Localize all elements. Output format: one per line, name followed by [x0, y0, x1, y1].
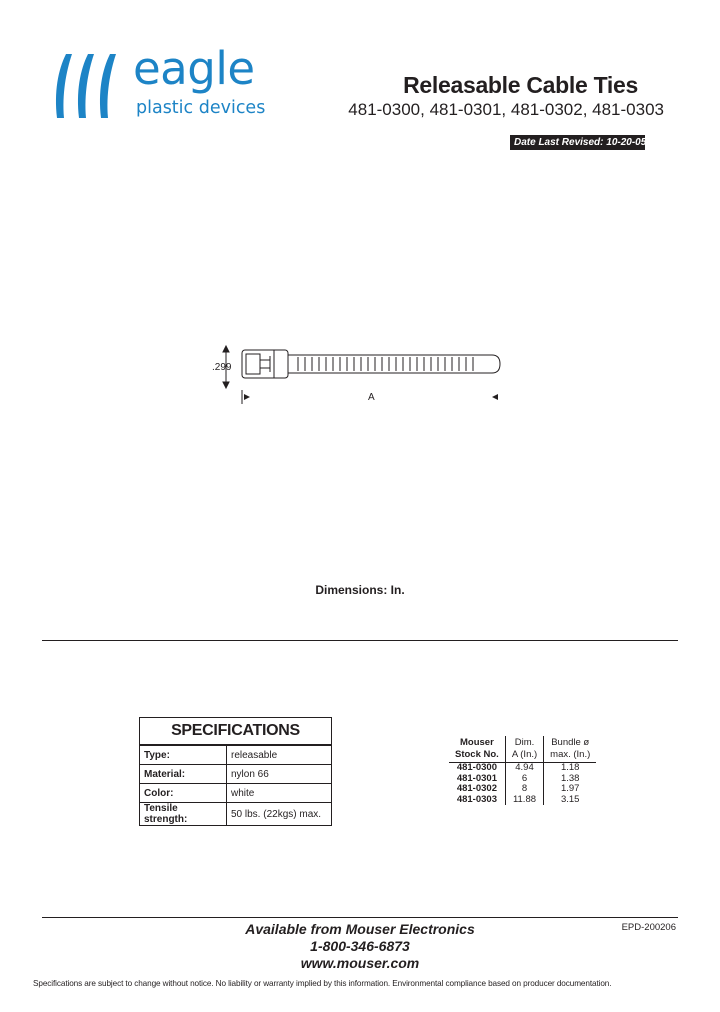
length-arrow-right — [492, 394, 498, 400]
length-label: A — [368, 392, 375, 403]
table-row — [449, 763, 596, 774]
header-line: Dim. — [514, 737, 535, 748]
specifications-table — [139, 717, 332, 826]
disclaimer: Specifications are subject to change without notice. No liability or warranty implied by this information. Environmental compliance based on producer documentation. — [33, 979, 612, 988]
bundle-max: 1.18 — [544, 763, 597, 774]
spec-value: white — [227, 784, 332, 803]
phone-number: 1-800-346-6873 — [310, 938, 410, 954]
spec-value: releasable — [227, 745, 332, 765]
part-numbers: 481-0300, 481-0301, 481-0302, 481-0303 — [348, 100, 664, 119]
bundle-max: 1.97 — [544, 784, 597, 795]
dim-a: 11.88 — [505, 795, 543, 806]
document-code: EPD-200206 — [621, 922, 676, 933]
divider-upper — [42, 640, 678, 641]
spec-key: Color: — [140, 784, 227, 803]
table-row — [140, 745, 332, 765]
spec-key: Type: — [140, 745, 227, 765]
stock-table — [449, 736, 596, 805]
table-row — [140, 803, 332, 826]
revised-date: 10-20-05 — [606, 137, 647, 148]
specifications-heading: SPECIFICATIONS — [140, 718, 332, 746]
logo-wordmark: eagle — [133, 42, 255, 95]
header-line: Stock No. — [455, 749, 499, 760]
stock-number: 481-0301 — [456, 772, 497, 784]
tie-head-latch — [246, 354, 260, 374]
spec-value: 50 lbs. (22kgs) max. — [227, 803, 332, 826]
header-line: A (In.) — [511, 749, 538, 760]
header-line: Bundle ø — [551, 737, 590, 748]
dim-a: 4.94 — [505, 763, 543, 774]
header-line: Mouser — [460, 737, 494, 748]
table-row — [140, 784, 332, 803]
divider-lower — [42, 917, 678, 918]
availability-block — [0, 921, 720, 972]
strap-ridges — [298, 357, 473, 371]
logo-subtitle: plastic devices — [136, 98, 266, 118]
spec-value: nylon 66 — [227, 765, 332, 784]
logo-stripes — [52, 52, 134, 122]
cable-tie-drawing — [212, 338, 512, 408]
website-link[interactable]: www.mouser.com — [300, 955, 420, 971]
dim-a: 6 — [505, 774, 543, 785]
bundle-max: 1.38 — [544, 774, 597, 785]
header-line: max. (In.) — [550, 749, 591, 760]
table-row — [449, 784, 596, 795]
stock-number: 481-0303 — [456, 793, 497, 805]
stock-number: 481-0300 — [456, 762, 497, 773]
bundle-max: 3.15 — [544, 795, 597, 806]
stock-number: 481-0302 — [456, 783, 497, 794]
bundle-header — [544, 736, 597, 763]
spec-key: Tensile strength: — [140, 803, 227, 826]
revised-label: Date Last Revised: — [514, 137, 604, 148]
dim-header — [505, 736, 543, 763]
spec-key: Material: — [140, 765, 227, 784]
height-arrow-up — [223, 346, 229, 352]
dimensions-note: Dimensions: In. — [315, 583, 405, 597]
table-row — [140, 765, 332, 784]
dim-a: 8 — [505, 784, 543, 795]
tie-strap — [288, 355, 500, 373]
height-arrow-down — [223, 382, 229, 388]
table-row — [449, 795, 596, 806]
page-title: Releasable Cable Ties — [403, 72, 638, 98]
stock-header — [449, 736, 505, 763]
height-label: .299 — [212, 362, 232, 373]
availability-text: Available from Mouser Electronics — [245, 921, 475, 937]
revision-date-bar — [510, 135, 645, 150]
length-arrow-left — [244, 394, 250, 400]
